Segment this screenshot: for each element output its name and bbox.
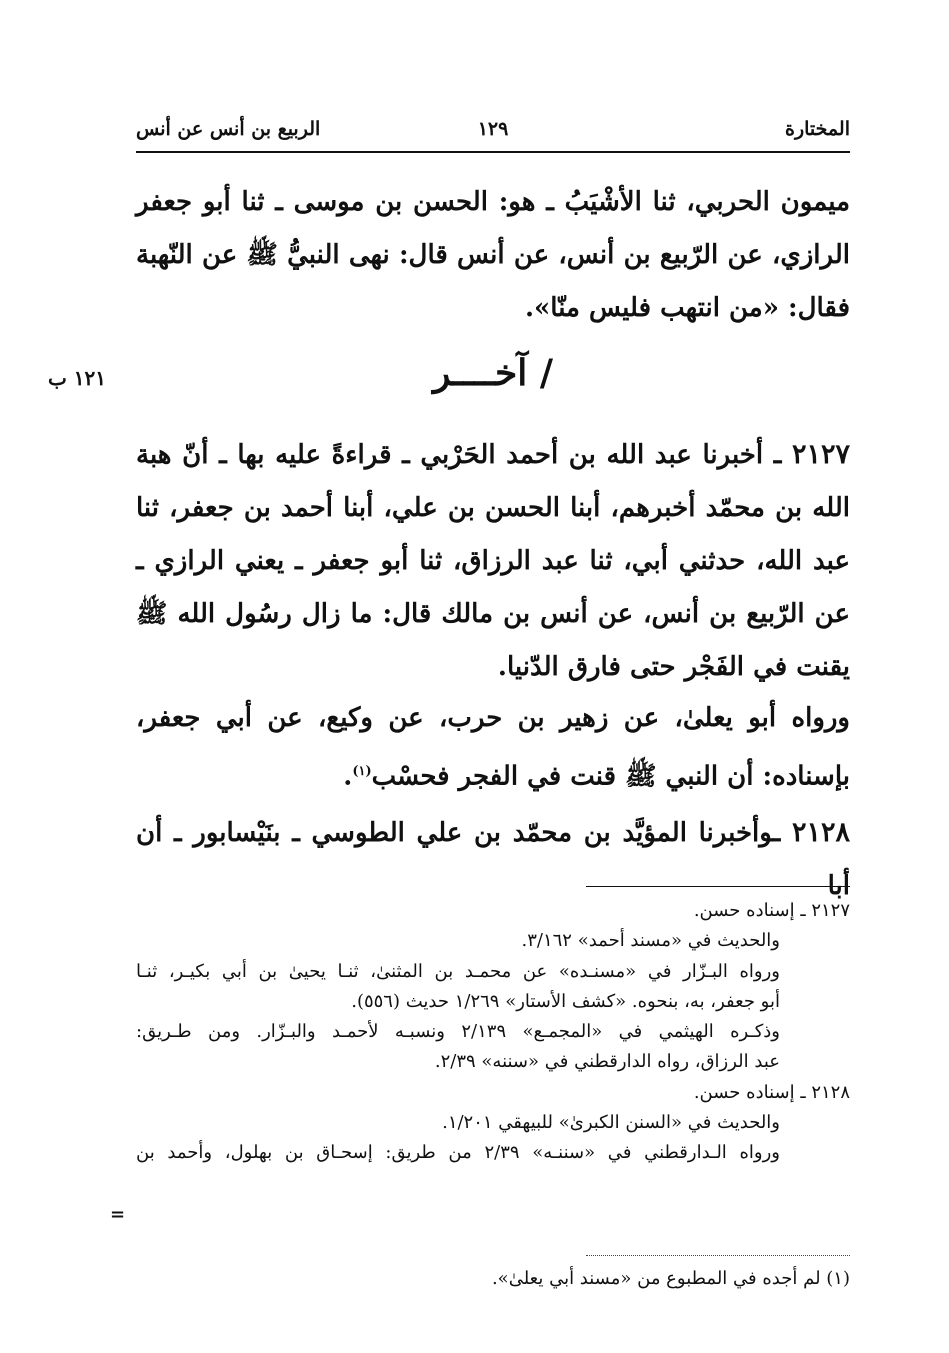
hadith-2127 — [136, 428, 850, 694]
hadith-number: ٢١٢٧ — [791, 439, 850, 470]
page-number: ١٢٩ — [477, 118, 509, 140]
section-title: / آخــــر — [433, 352, 553, 394]
footnote-divider — [586, 886, 850, 887]
footnote-line: ٢١٢٨ ـ إسناده حسن. — [693, 1081, 850, 1103]
footnote-line: عبد الرزاق، رواه الدارقطني في «سننه» ٢/٣٩. — [434, 1051, 780, 1073]
continuation-mark: = — [110, 1204, 126, 1225]
hadith-text: ـ أخبرنا عبد الله بن أحمد الحَرْبي ـ قراءةً عليه بها ـ أنّ هبة الله بن محمّد أخبرهم، أبنا الحسن بن علي، أبنا أحمد بن جعفر، ثنا عبد الله، حدثني أبي، ثنا عبد الرزاق، ثنا أبو جعفر ـ يعني الرازي ـ عن الرّبيع بن أنس، عن أنس بن مالك قال: ما زال رسُول الله ﷺ يقنت في الفَجْر حتى فارق الدّنيا. — [136, 440, 850, 682]
paragraph-riwaya — [136, 692, 850, 804]
footnote-line: والحديث في «مسند أحمد» ٣/١٦٢. — [521, 930, 780, 952]
manuscript-folio-note: ١٢١ ب — [48, 366, 107, 390]
riwaya-end: . — [343, 761, 353, 792]
footnote-line: أبو جعفر، به، بنحوه. «كشف الأستار» ١/٢٦٩ حديث (٥٥٦). — [351, 990, 780, 1012]
chapter-title: الربيع بن أنس عن أنس — [136, 118, 321, 140]
book-title: المختارة — [785, 118, 850, 140]
bottom-footnote: (١) لم أجده في المطبوع من «مسند أبي يعلىٰ». — [491, 1268, 850, 1289]
footnote-line: وذكـره الهيثمي في «المجمـع» ٢/١٣٩ ونسبـه لأحمـد والبـزّار. ومن طـريق: — [136, 1021, 780, 1043]
footnote-ref[interactable]: (١) — [352, 764, 372, 779]
footnote-line: ٢١٢٧ ـ إسناده حسن. — [693, 900, 850, 921]
footnote-line: والحديث في «السنن الكبرىٰ» للبيهقي ١/٢٠١. — [442, 1112, 780, 1134]
riwaya-text: ورواه أبو يعلىٰ، عن زهير بن حرب، عن وكيع، عن أبي جعفر، بإسناده: أن النبي ﷺ قنت في الفجر فحسْب — [136, 703, 850, 792]
running-header — [136, 112, 850, 146]
footnote-line: ورواه البـزّار في «مسنـده» عن محمـد بن المثنىٰ، ثنـا يحيىٰ بن أبي بكيـر، ثنـا — [136, 960, 780, 982]
note-divider — [586, 1255, 850, 1256]
footnote-line: ورواه الـدارقطني في «سننـه» ٢/٣٩ من طريق: إسحـاق بن بهلول، وأحمد بن — [136, 1142, 781, 1164]
footnotes-block — [136, 896, 850, 1169]
hadith-text: ـوأخبرنا المؤيَّد بن محمّد بن علي الطوسي ـ بنَيْسابور ـ أن أبا — [136, 818, 850, 901]
header-rule — [136, 151, 850, 153]
paragraph-intro: ميمون الحربي، ثنا الأشْيَبُ ـ هو: الحسن بن موسى ـ ثنا أبو جعفر الرازي، عن الرّبيع بن أنس، عن أنس قال: نهى النبيُّ ﷺ عن النّهبة فقال: «من انتهب فليس منّا». — [136, 187, 850, 323]
hadith-number: ٢١٢٨ — [791, 817, 850, 848]
